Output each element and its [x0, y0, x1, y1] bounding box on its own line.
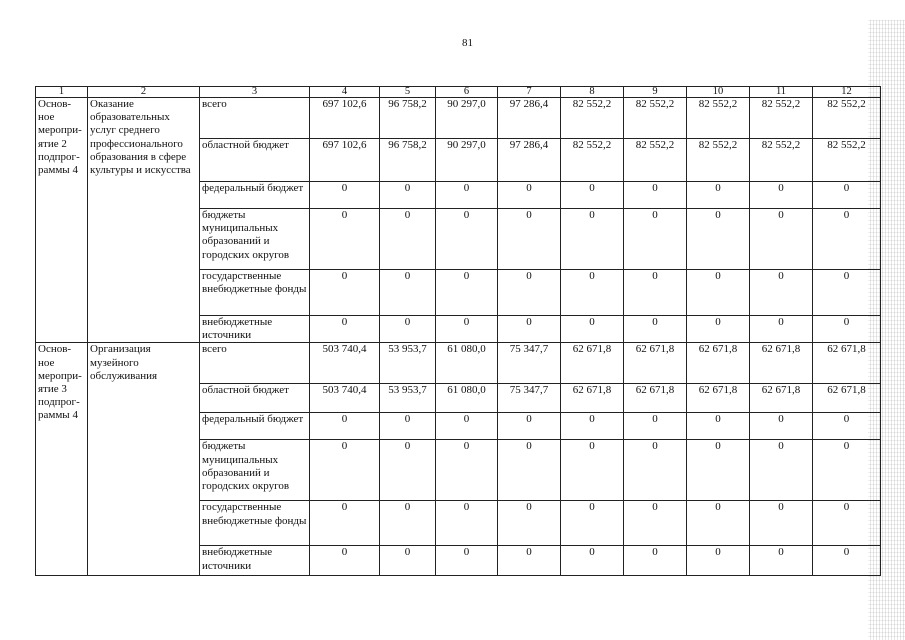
value-cell: 0 [436, 182, 498, 209]
value-cell: 0 [624, 316, 687, 343]
funding-source-cell: областной бюджет [200, 139, 310, 182]
measure-name-cell: Основ-ное меропри-ятие 2 подпрог-раммы 4 [36, 98, 88, 343]
value-cell: 0 [310, 546, 380, 576]
value-cell: 0 [561, 182, 624, 209]
value-cell: 97 286,4 [498, 98, 561, 139]
value-cell: 62 671,8 [813, 343, 881, 384]
value-cell: 62 671,8 [561, 384, 624, 413]
header-cell: 4 [310, 87, 380, 98]
value-cell: 82 552,2 [561, 139, 624, 182]
funding-source-cell: федеральный бюджет [200, 182, 310, 209]
value-cell: 0 [750, 182, 813, 209]
value-cell: 697 102,6 [310, 98, 380, 139]
header-cell: 1 [36, 87, 88, 98]
header-cell: 5 [380, 87, 436, 98]
value-cell: 0 [380, 413, 436, 440]
value-cell: 0 [380, 316, 436, 343]
header-cell: 8 [561, 87, 624, 98]
value-cell: 0 [310, 413, 380, 440]
value-cell: 97 286,4 [498, 139, 561, 182]
value-cell: 0 [624, 546, 687, 576]
value-cell: 0 [380, 440, 436, 501]
funding-source-cell: внебюджетные источники [200, 546, 310, 576]
header-cell: 3 [200, 87, 310, 98]
value-cell: 82 552,2 [813, 139, 881, 182]
value-cell: 82 552,2 [687, 98, 750, 139]
value-cell: 0 [498, 182, 561, 209]
funding-source-cell: государственные внебюджетные фонды [200, 501, 310, 546]
value-cell: 0 [498, 209, 561, 270]
value-cell: 503 740,4 [310, 343, 380, 384]
value-cell: 0 [380, 209, 436, 270]
value-cell: 90 297,0 [436, 98, 498, 139]
measure-name-cell: Основ-ное меропри-ятие 3 подпрог-раммы 4 [36, 343, 88, 576]
value-cell: 0 [624, 209, 687, 270]
value-cell: 82 552,2 [750, 139, 813, 182]
value-cell: 0 [498, 546, 561, 576]
value-cell: 61 080,0 [436, 384, 498, 413]
value-cell: 62 671,8 [624, 384, 687, 413]
value-cell: 0 [687, 440, 750, 501]
value-cell: 0 [498, 440, 561, 501]
value-cell: 0 [750, 501, 813, 546]
value-cell: 0 [687, 316, 750, 343]
value-cell: 62 671,8 [624, 343, 687, 384]
value-cell: 61 080,0 [436, 343, 498, 384]
value-cell: 0 [624, 413, 687, 440]
value-cell: 0 [380, 501, 436, 546]
value-cell: 62 671,8 [561, 343, 624, 384]
value-cell: 82 552,2 [687, 139, 750, 182]
value-cell: 0 [624, 270, 687, 316]
value-cell: 0 [813, 316, 881, 343]
value-cell: 0 [687, 413, 750, 440]
value-cell: 0 [436, 546, 498, 576]
value-cell: 0 [687, 270, 750, 316]
measure-description-cell: Оказание образовательных услуг среднего профессионального образования в сфере культуры и искусства [88, 98, 200, 343]
header-cell: 6 [436, 87, 498, 98]
value-cell: 82 552,2 [624, 139, 687, 182]
value-cell: 82 552,2 [813, 98, 881, 139]
funding-source-cell: федеральный бюджет [200, 413, 310, 440]
value-cell: 96 758,2 [380, 98, 436, 139]
value-cell: 82 552,2 [561, 98, 624, 139]
funding-source-cell: всего [200, 343, 310, 384]
header-cell: 2 [88, 87, 200, 98]
value-cell: 0 [687, 546, 750, 576]
value-cell: 0 [310, 501, 380, 546]
value-cell: 0 [561, 440, 624, 501]
value-cell: 0 [750, 209, 813, 270]
budget-table [35, 86, 881, 576]
value-cell: 0 [436, 270, 498, 316]
value-cell: 62 671,8 [687, 384, 750, 413]
value-cell: 0 [310, 440, 380, 501]
table-row [36, 343, 881, 384]
value-cell: 0 [436, 209, 498, 270]
value-cell: 0 [624, 182, 687, 209]
value-cell: 0 [498, 413, 561, 440]
value-cell: 62 671,8 [750, 384, 813, 413]
value-cell: 0 [813, 440, 881, 501]
value-cell: 90 297,0 [436, 139, 498, 182]
value-cell: 0 [624, 440, 687, 501]
value-cell: 0 [561, 316, 624, 343]
value-cell: 0 [380, 270, 436, 316]
header-cell: 9 [624, 87, 687, 98]
value-cell: 62 671,8 [750, 343, 813, 384]
value-cell: 96 758,2 [380, 139, 436, 182]
value-cell: 0 [750, 316, 813, 343]
value-cell: 0 [436, 501, 498, 546]
funding-source-cell: областной бюджет [200, 384, 310, 413]
header-row [36, 87, 881, 98]
value-cell: 75 347,7 [498, 384, 561, 413]
funding-source-cell: бюджеты муниципальных образований и городских округов [200, 209, 310, 270]
value-cell: 0 [310, 182, 380, 209]
header-cell: 11 [750, 87, 813, 98]
table-row [36, 98, 881, 139]
value-cell: 62 671,8 [687, 343, 750, 384]
value-cell: 0 [561, 546, 624, 576]
value-cell: 0 [813, 546, 881, 576]
value-cell: 0 [813, 413, 881, 440]
value-cell: 53 953,7 [380, 384, 436, 413]
value-cell: 0 [813, 270, 881, 316]
value-cell: 0 [813, 501, 881, 546]
value-cell: 0 [380, 546, 436, 576]
value-cell: 0 [498, 501, 561, 546]
value-cell: 0 [561, 413, 624, 440]
value-cell: 82 552,2 [750, 98, 813, 139]
value-cell: 0 [750, 413, 813, 440]
value-cell: 0 [436, 316, 498, 343]
value-cell: 0 [561, 501, 624, 546]
value-cell: 0 [310, 209, 380, 270]
value-cell: 82 552,2 [624, 98, 687, 139]
value-cell: 0 [687, 209, 750, 270]
value-cell: 0 [436, 413, 498, 440]
value-cell: 0 [310, 316, 380, 343]
value-cell: 75 347,7 [498, 343, 561, 384]
value-cell: 697 102,6 [310, 139, 380, 182]
value-cell: 0 [561, 270, 624, 316]
page-number: 81 [462, 37, 473, 49]
value-cell: 0 [310, 270, 380, 316]
value-cell: 0 [687, 182, 750, 209]
value-cell: 0 [624, 501, 687, 546]
value-cell: 53 953,7 [380, 343, 436, 384]
value-cell: 0 [750, 440, 813, 501]
value-cell: 0 [813, 182, 881, 209]
value-cell: 0 [750, 546, 813, 576]
value-cell: 0 [436, 440, 498, 501]
value-cell: 503 740,4 [310, 384, 380, 413]
funding-source-cell: бюджеты муниципальных образований и городских округов [200, 440, 310, 501]
value-cell: 62 671,8 [813, 384, 881, 413]
value-cell: 0 [498, 270, 561, 316]
header-cell: 10 [687, 87, 750, 98]
value-cell: 0 [561, 209, 624, 270]
value-cell: 0 [813, 209, 881, 270]
header-cell: 12 [813, 87, 881, 98]
value-cell: 0 [498, 316, 561, 343]
funding-source-cell: государственные внебюджетные фонды [200, 270, 310, 316]
value-cell: 0 [380, 182, 436, 209]
funding-source-cell: внебюджетные источники [200, 316, 310, 343]
header-cell: 7 [498, 87, 561, 98]
value-cell: 0 [687, 501, 750, 546]
measure-description-cell: Организация музейного обслуживания [88, 343, 200, 576]
funding-source-cell: всего [200, 98, 310, 139]
value-cell: 0 [750, 270, 813, 316]
